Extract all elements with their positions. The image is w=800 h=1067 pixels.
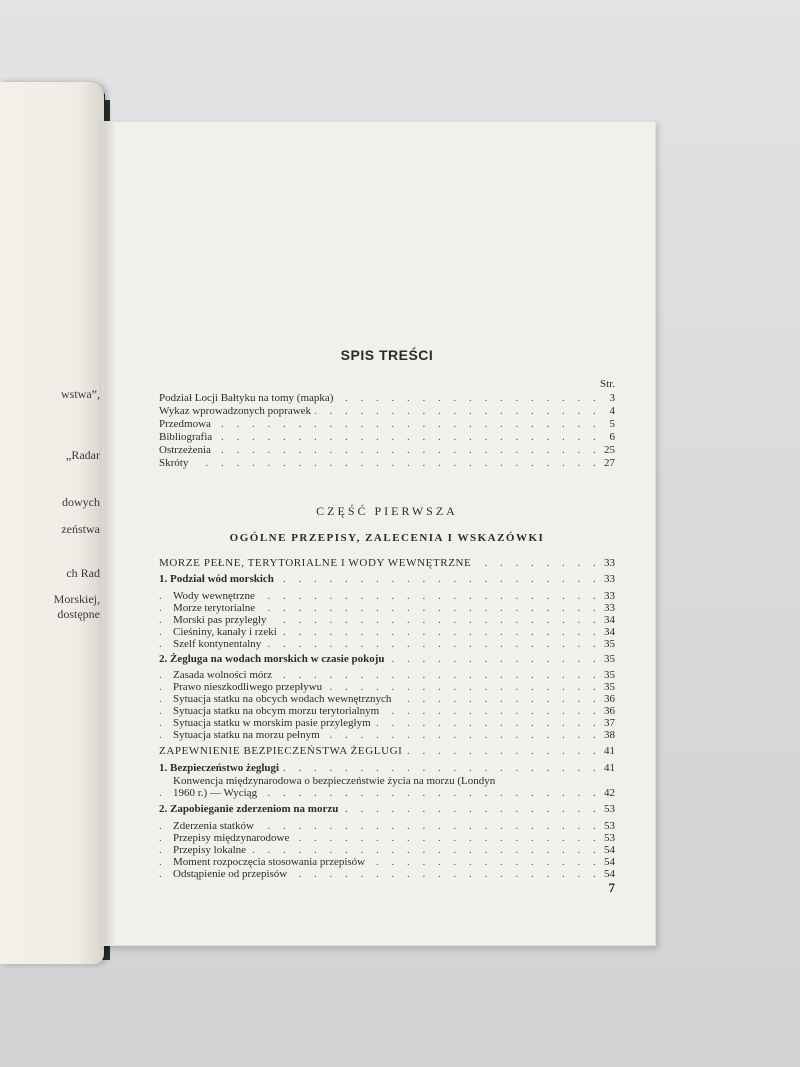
right-page <box>102 121 656 946</box>
left-page-fragment: „Radar <box>66 448 100 462</box>
toc-entry: . . . Prawo nieszkodliwego przepływu 35 <box>159 681 615 694</box>
part-subtitle: OGÓLNE PRZEPISY, ZALECENIA I WSKAZÓWKI <box>229 532 545 544</box>
page-number: 7 <box>608 880 615 895</box>
toc-section: . . . 2. Żegluga na wodach morskich w czasie pokoju 35 <box>159 653 615 666</box>
left-page <box>0 82 104 964</box>
toc-title: SPIS TREŚCI <box>340 347 434 363</box>
toc-entry: . . . Sytuacja statku na obcym morzu terytorialnym 36 <box>159 705 615 718</box>
toc-entry: . . . Odstąpienie od przepisów 54 <box>159 868 615 881</box>
toc-section: . . . 1. Podział wód morskich 33 <box>159 573 615 586</box>
toc-entry: . . . Podział Locji Bałtyku na tomy (mapka) 3 <box>159 392 615 405</box>
toc-entry: . . . Szelf kontynentalny 35 <box>159 638 615 651</box>
toc-section: . . . 1. Bezpieczeństwo żeglugi 41 <box>159 762 615 775</box>
left-page-fragment: zeństwa <box>61 522 100 536</box>
toc-entry: . . . Morze terytorialne 33 <box>159 602 615 615</box>
left-page-fragment: dostępne <box>57 607 100 621</box>
left-page-fragment: Morskiej, <box>53 592 100 606</box>
toc-chapter: . . . MORZE PEŁNE, TERYTORIALNE I WODY WEWNĘTRZNE 33 <box>159 557 615 570</box>
toc-entry: . . . 1960 r.) — Wyciąg 42 <box>159 787 615 800</box>
toc-entry: . . . Ostrzeżenia 25 <box>159 444 615 457</box>
toc-entry: . . . Bibliografia 6 <box>159 431 615 444</box>
toc-entry: . . . Sytuacja statku w morskim pasie przyległym 37 <box>159 717 615 730</box>
toc-entry: . . . Cieśniny, kanały i rzeki 34 <box>159 626 615 639</box>
toc-entry: . . . Morski pas przyległy 34 <box>159 614 615 627</box>
toc-entry: . . . Zderzenia statków 53 <box>159 820 615 833</box>
toc-entry: Konwencja międzynarodowa o bezpieczeństwie życia na morzu (Londyn <box>159 775 615 788</box>
part-title: CZĘŚĆ PIERWSZA <box>316 504 458 518</box>
page-column-header: Str. <box>600 378 615 390</box>
left-page-fragment: wstwa”, <box>61 387 100 401</box>
toc-entry: . . . Sytuacja statku na obcych wodach wewnętrznych 36 <box>159 693 615 706</box>
toc-entry: . . . Wody wewnętrzne 33 <box>159 590 615 603</box>
toc-entry: . . . Moment rozpoczęcia stosowania przepisów 54 <box>159 856 615 869</box>
toc-chapter: . . . ZAPEWNIENIE BEZPIECZEŃSTWA ŻEGLUGI 41 <box>159 745 615 758</box>
toc-entry: . . . Sytuacja statku na morzu pełnym 38 <box>159 729 615 742</box>
toc-entry: . . . Zasada wolności mórz 35 <box>159 669 615 682</box>
toc-entry: . . . Przepisy lokalne 54 <box>159 844 615 857</box>
toc-entry: . . . Przepisy międzynarodowe 53 <box>159 832 615 845</box>
left-page-fragment: ch Rad <box>66 566 100 580</box>
toc-entry: . . . Przedmowa 5 <box>159 418 615 431</box>
toc-entry: . . . Wykaz wprowadzonych poprawek 4 <box>159 405 615 418</box>
toc-section: . . . 2. Zapobieganie zderzeniom na morzu 53 <box>159 803 615 816</box>
left-page-fragment: dowych <box>62 495 100 509</box>
toc-entry: . . . Skróty 27 <box>159 457 615 470</box>
